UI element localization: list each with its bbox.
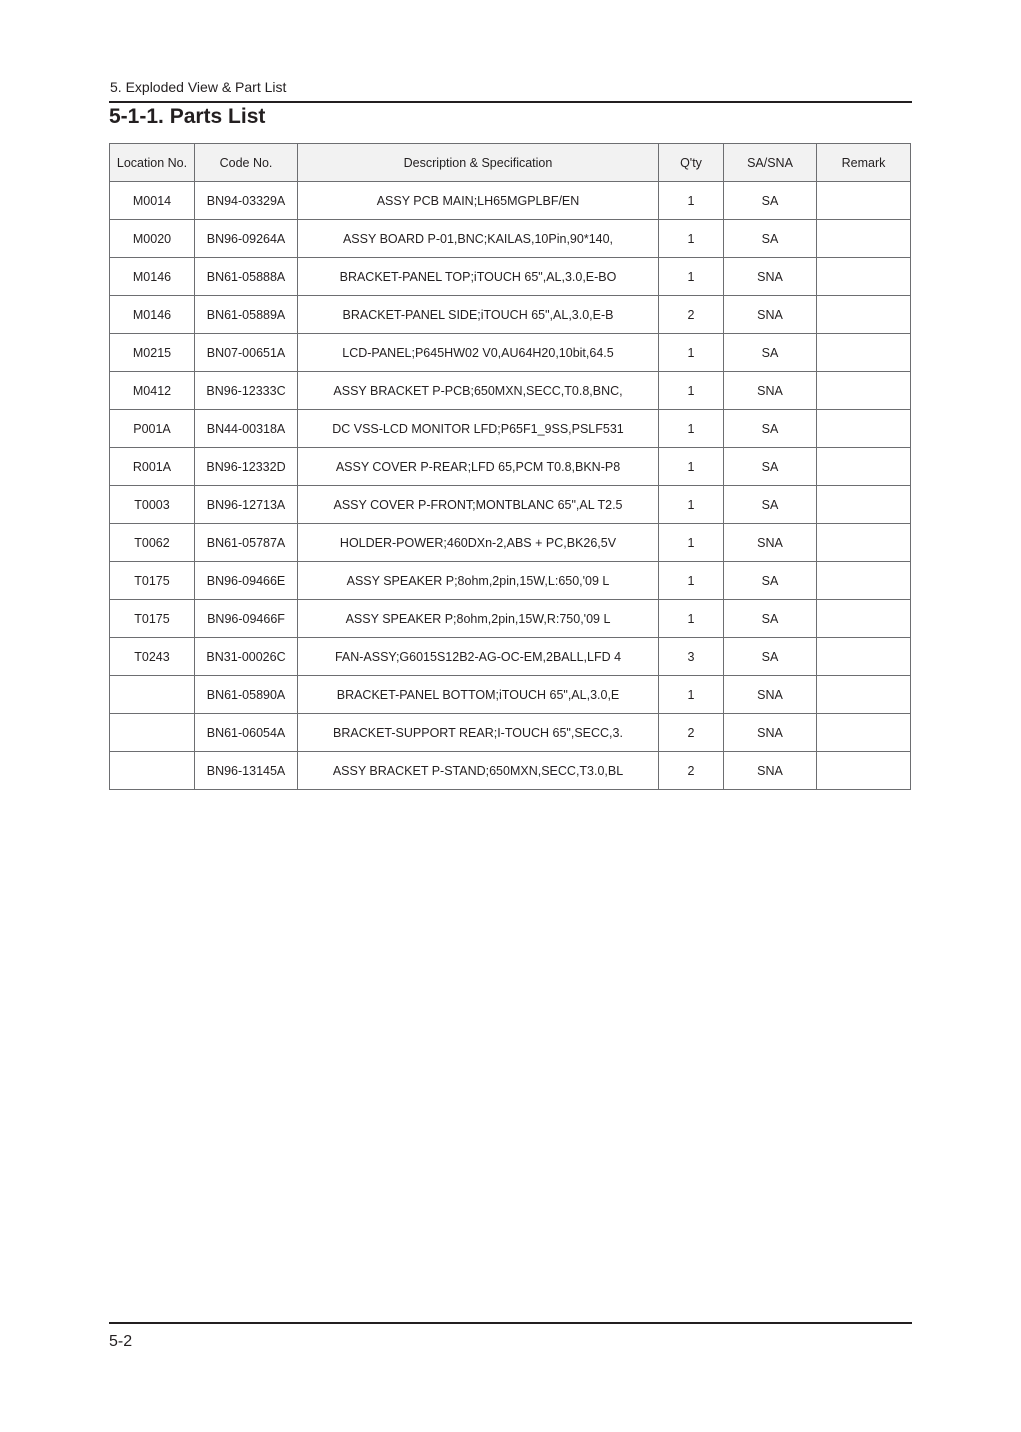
description-cell: ASSY COVER P-REAR;LFD 65,PCM T0.8,BKN-P8 [298,448,659,486]
table-row [110,410,911,448]
quantity-cell: 1 [659,410,724,448]
sa-sna-cell: SNA [724,676,817,714]
column-header-quantity: Q'ty [659,144,724,182]
description-cell: BRACKET-PANEL TOP;iTOUCH 65",AL,3.0,E-BO [298,258,659,296]
footer-rule [109,1322,912,1324]
page-title: 5-1-1. Parts List [109,105,266,128]
location-cell: M0020 [110,220,195,258]
table-row [110,638,911,676]
location-cell: M0215 [110,334,195,372]
sa-sna-cell: SA [724,220,817,258]
sa-sna-cell: SA [724,410,817,448]
code-cell: BN96-13145A [195,752,298,790]
remark-cell [817,372,911,410]
location-cell [110,676,195,714]
location-cell: T0243 [110,638,195,676]
quantity-cell: 1 [659,486,724,524]
remark-cell [817,486,911,524]
table-row [110,258,911,296]
remark-cell [817,448,911,486]
quantity-cell: 1 [659,258,724,296]
page-number: 5-2 [109,1333,133,1350]
description-cell: ASSY BRACKET P-STAND;650MXN,SECC,T3.0,BL [298,752,659,790]
table-row [110,524,911,562]
remark-cell [817,524,911,562]
remark-cell [817,410,911,448]
location-cell: M0014 [110,182,195,220]
quantity-cell: 1 [659,676,724,714]
sa-sna-cell: SA [724,600,817,638]
quantity-cell: 1 [659,220,724,258]
location-cell: P001A [110,410,195,448]
code-cell: BN61-05889A [195,296,298,334]
parts-list-table [109,143,911,790]
description-cell: ASSY BOARD P-01,BNC;KAILAS,10Pin,90*140, [298,220,659,258]
table-row [110,486,911,524]
sa-sna-cell: SNA [724,752,817,790]
quantity-cell: 1 [659,182,724,220]
remark-cell [817,714,911,752]
column-header-sa-sna: SA/SNA [724,144,817,182]
sa-sna-cell: SNA [724,714,817,752]
table-row [110,562,911,600]
table-row [110,220,911,258]
table-row [110,714,911,752]
code-cell: BN61-05888A [195,258,298,296]
code-cell: BN07-00651A [195,334,298,372]
code-cell: BN61-05787A [195,524,298,562]
code-cell: BN96-09466E [195,562,298,600]
quantity-cell: 1 [659,600,724,638]
code-cell: BN61-06054A [195,714,298,752]
table-row [110,752,911,790]
sa-sna-cell: SA [724,334,817,372]
sa-sna-cell: SA [724,486,817,524]
sa-sna-cell: SNA [724,258,817,296]
sa-sna-cell: SA [724,182,817,220]
remark-cell [817,752,911,790]
table-header-row [110,144,911,182]
quantity-cell: 1 [659,562,724,600]
location-cell: T0175 [110,562,195,600]
description-cell: BRACKET-PANEL SIDE;iTOUCH 65",AL,3.0,E-B [298,296,659,334]
location-cell: T0003 [110,486,195,524]
code-cell: BN94-03329A [195,182,298,220]
code-cell: BN96-12332D [195,448,298,486]
section-label: 5. Exploded View & Part List [110,79,287,95]
description-cell: DC VSS-LCD MONITOR LFD;P65F1_9SS,PSLF531 [298,410,659,448]
location-cell: M0146 [110,296,195,334]
table-row [110,296,911,334]
code-cell: BN44-00318A [195,410,298,448]
description-cell: BRACKET-PANEL BOTTOM;iTOUCH 65",AL,3.0,E [298,676,659,714]
location-cell: M0412 [110,372,195,410]
code-cell: BN96-09466F [195,600,298,638]
column-header-description: Description & Specification [298,144,659,182]
table-row [110,334,911,372]
remark-cell [817,258,911,296]
quantity-cell: 2 [659,752,724,790]
sa-sna-cell: SA [724,448,817,486]
table-row [110,448,911,486]
remark-cell [817,562,911,600]
location-cell: T0175 [110,600,195,638]
description-cell: ASSY COVER P-FRONT;MONTBLANC 65",AL T2.5 [298,486,659,524]
quantity-cell: 1 [659,334,724,372]
location-cell [110,714,195,752]
code-cell: BN96-12713A [195,486,298,524]
sa-sna-cell: SA [724,638,817,676]
description-cell: LCD-PANEL;P645HW02 V0,AU64H20,10bit,64.5 [298,334,659,372]
remark-cell [817,334,911,372]
table-row [110,372,911,410]
column-header-code: Code No. [195,144,298,182]
description-cell: BRACKET-SUPPORT REAR;I-TOUCH 65",SECC,3. [298,714,659,752]
description-cell: ASSY SPEAKER P;8ohm,2pin,15W,L:650,'09 L [298,562,659,600]
code-cell: BN31-00026C [195,638,298,676]
remark-cell [817,600,911,638]
sa-sna-cell: SNA [724,372,817,410]
column-header-remark: Remark [817,144,911,182]
header-rule [109,101,912,103]
location-cell: T0062 [110,524,195,562]
location-cell: M0146 [110,258,195,296]
quantity-cell: 1 [659,372,724,410]
sa-sna-cell: SNA [724,524,817,562]
description-cell: HOLDER-POWER;460DXn-2,ABS + PC,BK26,5V [298,524,659,562]
quantity-cell: 3 [659,638,724,676]
code-cell: BN96-12333C [195,372,298,410]
remark-cell [817,638,911,676]
location-cell: R001A [110,448,195,486]
description-cell: ASSY BRACKET P-PCB;650MXN,SECC,T0.8,BNC, [298,372,659,410]
quantity-cell: 1 [659,524,724,562]
table-row [110,182,911,220]
description-cell: FAN-ASSY;G6015S12B2-AG-OC-EM,2BALL,LFD 4 [298,638,659,676]
column-header-location: Location No. [110,144,195,182]
remark-cell [817,220,911,258]
remark-cell [817,182,911,220]
table-row [110,676,911,714]
description-cell: ASSY SPEAKER P;8ohm,2pin,15W,R:750,'09 L [298,600,659,638]
sa-sna-cell: SNA [724,296,817,334]
remark-cell [817,296,911,334]
code-cell: BN96-09264A [195,220,298,258]
sa-sna-cell: SA [724,562,817,600]
quantity-cell: 2 [659,296,724,334]
quantity-cell: 1 [659,448,724,486]
code-cell: BN61-05890A [195,676,298,714]
location-cell [110,752,195,790]
remark-cell [817,676,911,714]
quantity-cell: 2 [659,714,724,752]
parts-table-body [110,182,911,790]
description-cell: ASSY PCB MAIN;LH65MGPLBF/EN [298,182,659,220]
table-row [110,600,911,638]
